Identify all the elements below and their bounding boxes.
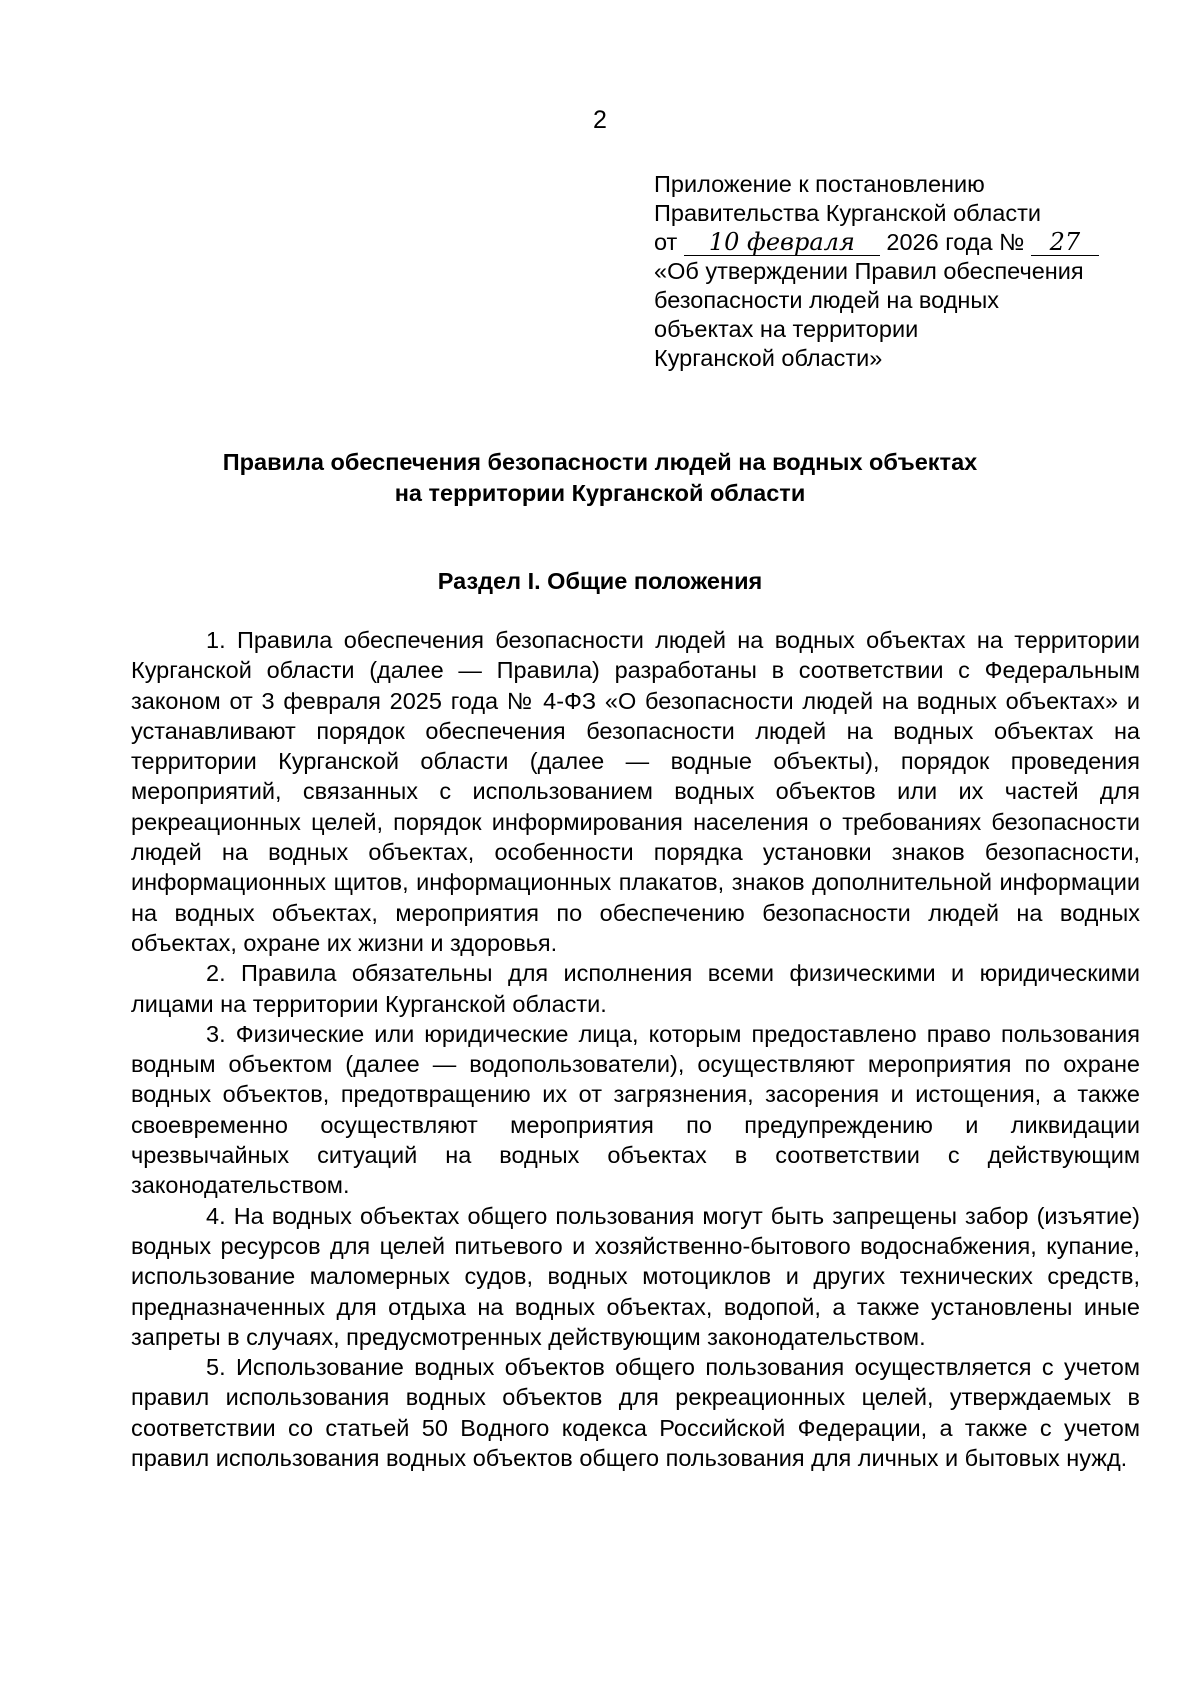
handwritten-date: 10 февраля (684, 229, 880, 256)
document-title (120, 447, 1080, 509)
appendix-line-5: безопасности людей на водных (654, 287, 1000, 313)
title-line-1: Правила обеспечения безопасности людей на водных объектах (222, 449, 978, 475)
date-suffix: 2026 года № (886, 229, 1025, 255)
appendix-line-1: Приложение к постановлению (654, 171, 985, 197)
handwritten-number: 27 (1031, 229, 1099, 256)
appendix-line-6: объектах на территории (654, 316, 919, 342)
paragraph-1: 1. Правила обеспечения безопасности людей на водных объектах на территории Курганской области (далее — Правила) разработаны в соответствии с Федеральным законом от 3 февраля 2025 года № 4-ФЗ «О безопасности людей на водных объектах» и устанавливают порядок обеспечения безопасности людей на водных объектах на территории Курганской области (далее — водные объекты), порядок проведения мероприятий, связанных с использованием водных объектов или их частей для рекреационных целей, порядок информирования населения о требованиях безопасности людей на водных объектах, особенности порядка установки знаков безопасности, информационных щитов, информационных плакатов, знаков дополнительной информации на водных объектах, мероприятия по обеспечению безопасности людей на водных объектах, охране их жизни и здоровья. (131, 627, 1140, 956)
paragraph-5: 5. Использование водных объектов общего пользования осуществляется с учетом правил использования водных объектов для рекреационных целей, утверждаемых в соответствии со статьей 50 Водного кодекса Российской Федерации, а также с учетом правил использования водных объектов общего пользования для личных и бытовых нужд. (131, 1354, 1140, 1472)
appendix-date-line (654, 228, 1174, 257)
page-number: 2 (593, 106, 607, 134)
title-line-2: на территории Курганской области (394, 480, 806, 506)
date-prefix: от (654, 229, 678, 255)
document-body (131, 625, 1140, 1473)
appendix-block (654, 170, 1174, 373)
paragraph-2: 2. Правила обязательны для исполнения всеми физическими и юридическими лицами на территории Курганской области. (131, 960, 1140, 1017)
section-heading: Раздел I. Общие положения (437, 568, 763, 594)
paragraph-4: 4. На водных объектах общего пользования могут быть запрещены забор (изъятие) водных ресурсов для целей питьевого и хозяйственно-бытового водоснабжения, купание, использование маломерных судов, водных мотоциклов и других технических средств, предназначенных для отдыха на водных объектах, водопой, а также установлены иные запреты в случаях, предусмотренных действующим законодательством. (131, 1202, 1140, 1350)
appendix-line-7: Курганской области» (654, 345, 883, 371)
appendix-line-4: «Об утверждении Правил обеспечения (654, 258, 1084, 284)
appendix-line-2: Правительства Курганской области (654, 200, 1041, 226)
paragraph-3: 3. Физические или юридические лица, которым предоставлено право пользования водным объектом (далее — водопользователи), осуществляют мероприятия по охране водных объектов, предотвращению их от загрязнения, засорения и истощения, а также своевременно осуществляют мероприятия по предупреждению и ликвидации чрезвычайных ситуаций на водных объектах в соответствии с действующим законодательством. (131, 1020, 1140, 1199)
